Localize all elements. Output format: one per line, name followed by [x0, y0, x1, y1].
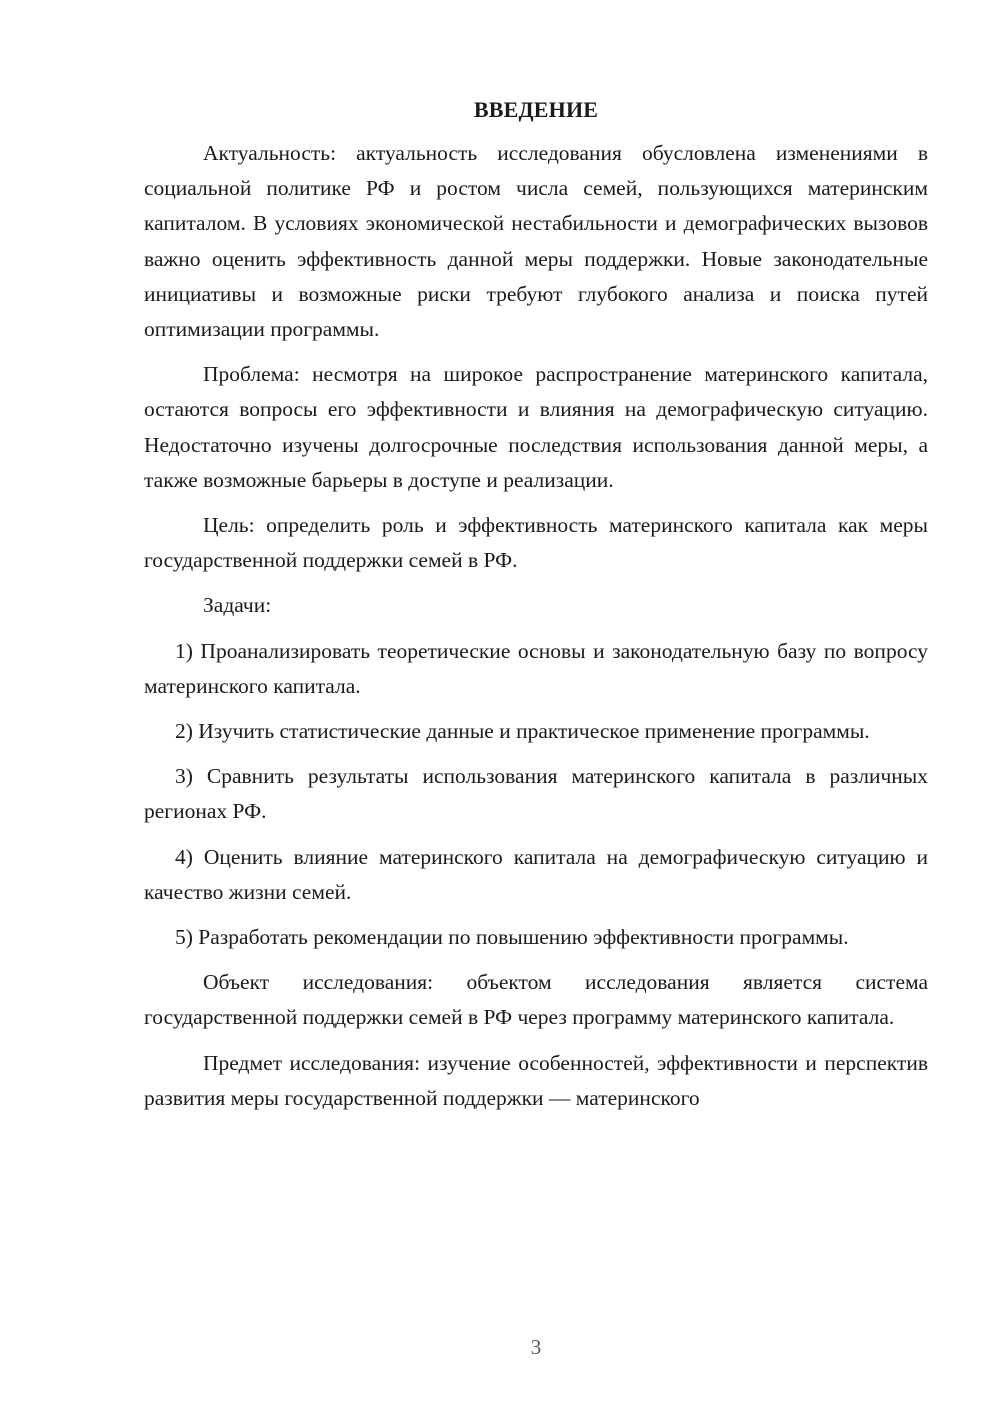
task-item: 2) Изучить статистические данные и практическое применение программы.	[175, 719, 870, 744]
page-number: 3	[530, 1335, 542, 1359]
tasks-heading: Задачи:	[203, 593, 272, 618]
document-page	[144, 94, 928, 1126]
task-item: 3) Сравнить результаты использования материнского капитала в различных регионах РФ.	[144, 764, 928, 824]
task-item: 4) Оценить влияние материнского капитала на демографическую ситуацию и качество жизни семей.	[144, 844, 928, 904]
tasks-list	[144, 634, 928, 956]
task-item: 1) Проанализировать теоретические основы и законодательную базу по вопросу материнского капитала.	[144, 638, 928, 698]
goal-paragraph: Цель: определить роль и эффективность материнского капитала как меры государственной поддержки семей в РФ.	[144, 513, 928, 573]
subject-paragraph: Предмет исследования: изучение особенностей, эффективности и перспектив развития меры государственной поддержки — материнского	[144, 1050, 928, 1110]
problem-paragraph: Проблема: несмотря на широкое распространение материнского капитала, остаются вопросы его эффективности и влияния на демографическую ситуацию. Недостаточно изучены долгосрочные последствия использования данной меры, а также возможные барьеры в доступе и реализации.	[144, 362, 928, 492]
object-paragraph: Объект исследования: объектом исследования является система государственной поддержки семей в РФ через программу материнского капитала.	[144, 970, 928, 1030]
task-item: 5) Разработать рекомендации по повышению эффективности программы.	[175, 925, 849, 950]
section-title: ВВЕДЕНИЕ	[473, 97, 599, 122]
relevance-paragraph: Актуальность: актуальность исследования обусловлена изменениями в социальной политике РФ и ростом числа семей, пользующихся материнским капиталом. В условиях экономической нестабильности и демографических вызовов важно оценить эффективность данной меры поддержки. Новые законодательные инициативы и возможные риски требуют глубокого анализа и поиска путей оптимизации программы.	[144, 141, 928, 342]
